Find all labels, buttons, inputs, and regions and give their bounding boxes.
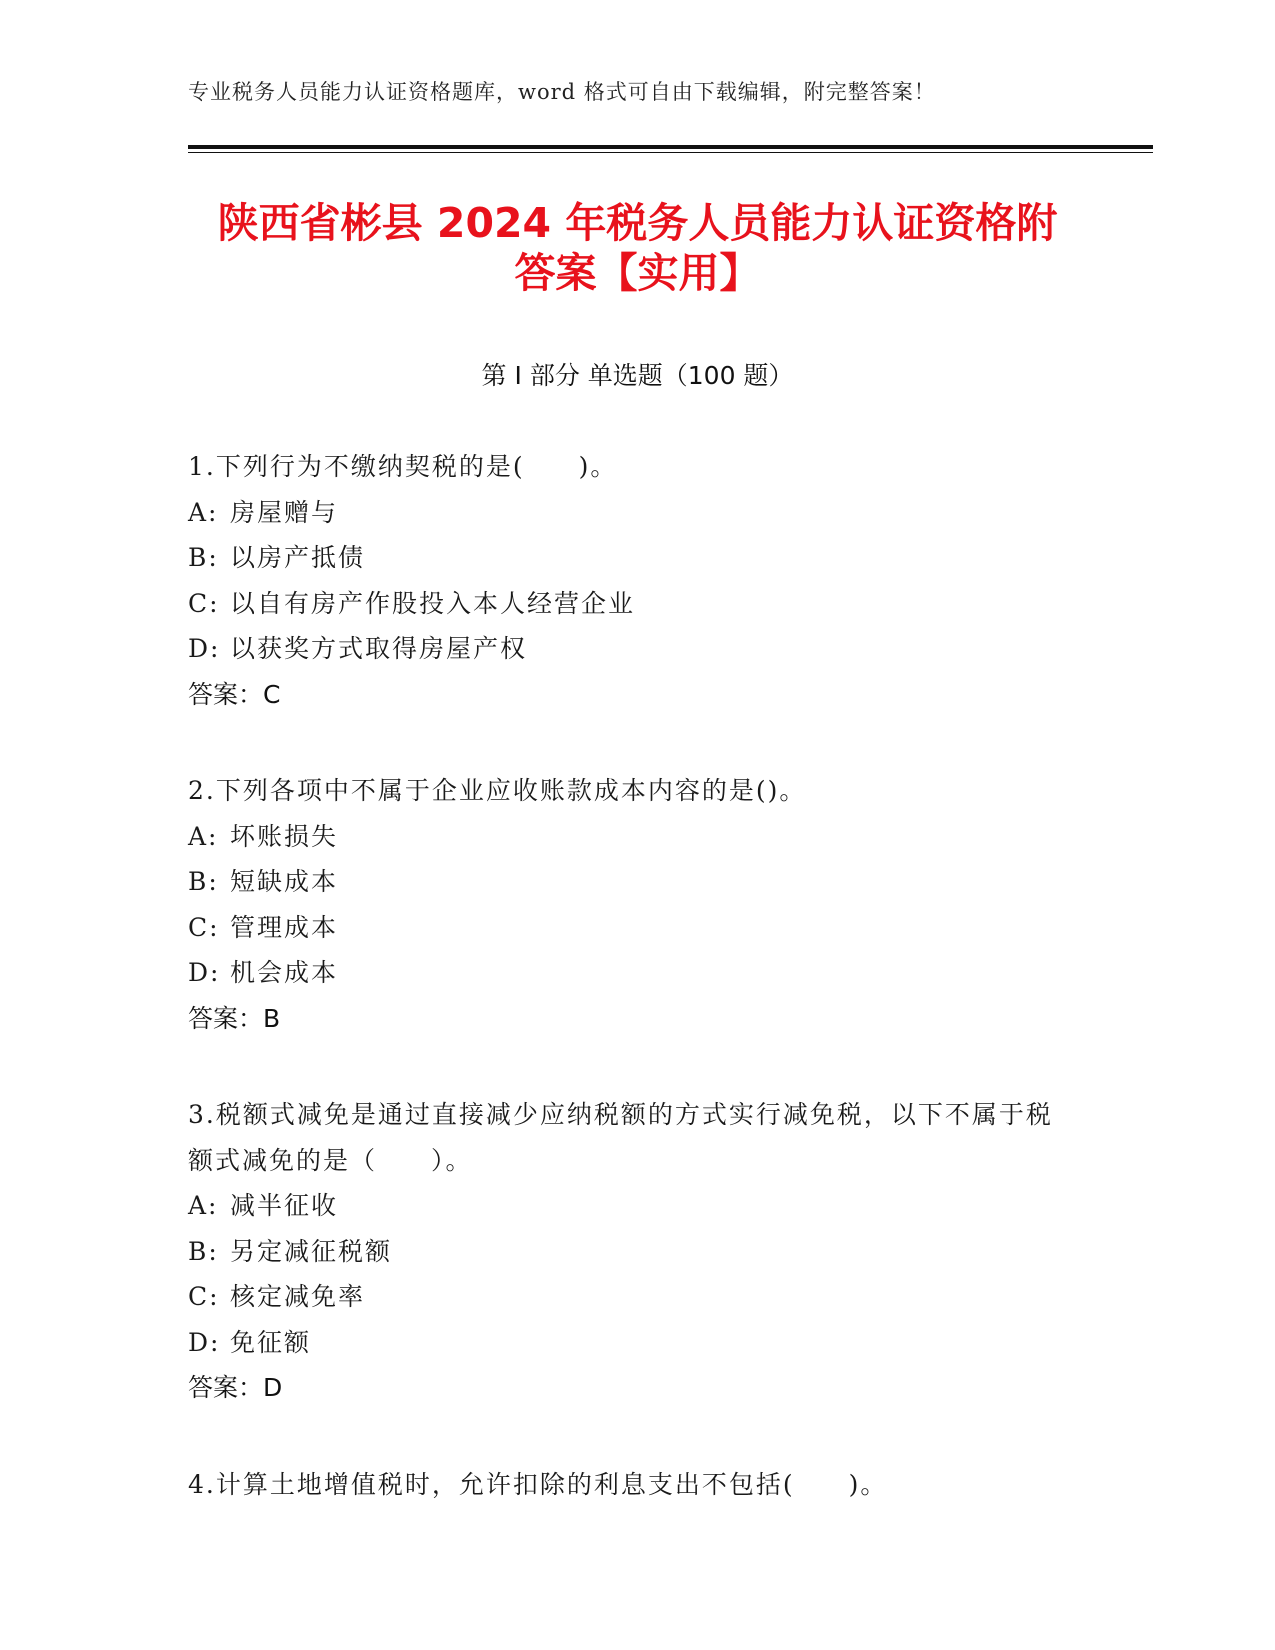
answer-line: 答案：B bbox=[188, 1003, 281, 1033]
question-text: 3.税额式减免是通过直接减少应纳税额的方式实行减免税，以下不属于税额式减免的是（ ）。 bbox=[188, 1100, 1053, 1175]
option-row bbox=[188, 1183, 1088, 1229]
option-text: 另定减征税额 bbox=[230, 1236, 393, 1266]
option-text: 以自有房产作股投入本人经营企业 bbox=[230, 588, 636, 618]
option-text: 以房产抵债 bbox=[230, 543, 366, 572]
option-text: 机会成本 bbox=[230, 958, 339, 987]
option-letter: A: bbox=[188, 497, 219, 527]
option-letter: D: bbox=[188, 1327, 221, 1357]
option-row bbox=[188, 950, 1088, 996]
option-letter: B: bbox=[188, 867, 219, 896]
option-row bbox=[188, 1274, 1088, 1320]
option-letter: C: bbox=[188, 588, 220, 618]
option-text: 以获奖方式取得房屋产权 bbox=[230, 634, 528, 663]
option-row bbox=[188, 859, 1088, 905]
question-block bbox=[188, 1462, 1088, 1508]
document-title bbox=[160, 198, 1115, 298]
option-text: 免征额 bbox=[230, 1327, 312, 1357]
option-row bbox=[188, 1229, 1088, 1275]
header-divider-thin bbox=[188, 152, 1153, 153]
question-text: 1.下列行为不缴纳契税的是( )。 bbox=[188, 452, 618, 481]
option-row bbox=[188, 626, 1088, 672]
answer-line: 答案：D bbox=[188, 1373, 283, 1402]
title-line-1: 陕西省彬县 2024 年税务人员能力认证资格附 bbox=[217, 199, 1058, 247]
option-row bbox=[188, 581, 1088, 627]
option-letter: A: bbox=[188, 1191, 219, 1220]
option-row bbox=[188, 1320, 1088, 1366]
question-text: 2.下列各项中不属于企业应收账款成本内容的是()。 bbox=[188, 776, 807, 805]
question-block bbox=[188, 1092, 1088, 1411]
question-text: 4.计算土地增值税时，允许扣除的利息支出不包括( )。 bbox=[188, 1469, 888, 1499]
option-text: 核定减免率 bbox=[230, 1282, 366, 1311]
option-text: 减半征收 bbox=[230, 1191, 339, 1220]
option-letter: C: bbox=[188, 912, 220, 942]
question-block bbox=[188, 444, 1088, 717]
option-letter: D: bbox=[188, 958, 221, 987]
section-heading: 第 I 部分 单选题（100 题） bbox=[481, 361, 794, 390]
option-text: 管理成本 bbox=[230, 912, 339, 942]
header-divider-thick bbox=[188, 145, 1153, 149]
question-list bbox=[188, 444, 1088, 1558]
option-letter: B: bbox=[188, 543, 219, 572]
answer-line: 答案：C bbox=[188, 679, 281, 709]
option-letter: D: bbox=[188, 634, 221, 663]
option-text: 坏账损失 bbox=[230, 821, 339, 851]
option-letter: C: bbox=[188, 1282, 220, 1311]
header-note: 专业税务人员能力认证资格题库，word 格式可自由下载编辑，附完整答案！ bbox=[188, 80, 936, 104]
option-letter: B: bbox=[188, 1236, 219, 1266]
question-block bbox=[188, 768, 1088, 1041]
option-letter: A: bbox=[188, 821, 219, 851]
option-row bbox=[188, 535, 1088, 581]
option-row bbox=[188, 490, 1088, 536]
option-text: 短缺成本 bbox=[230, 867, 339, 896]
title-line-2: 答案【实用】 bbox=[514, 249, 761, 297]
option-text: 房屋赠与 bbox=[230, 497, 339, 527]
option-row bbox=[188, 814, 1088, 860]
option-row bbox=[188, 905, 1088, 951]
